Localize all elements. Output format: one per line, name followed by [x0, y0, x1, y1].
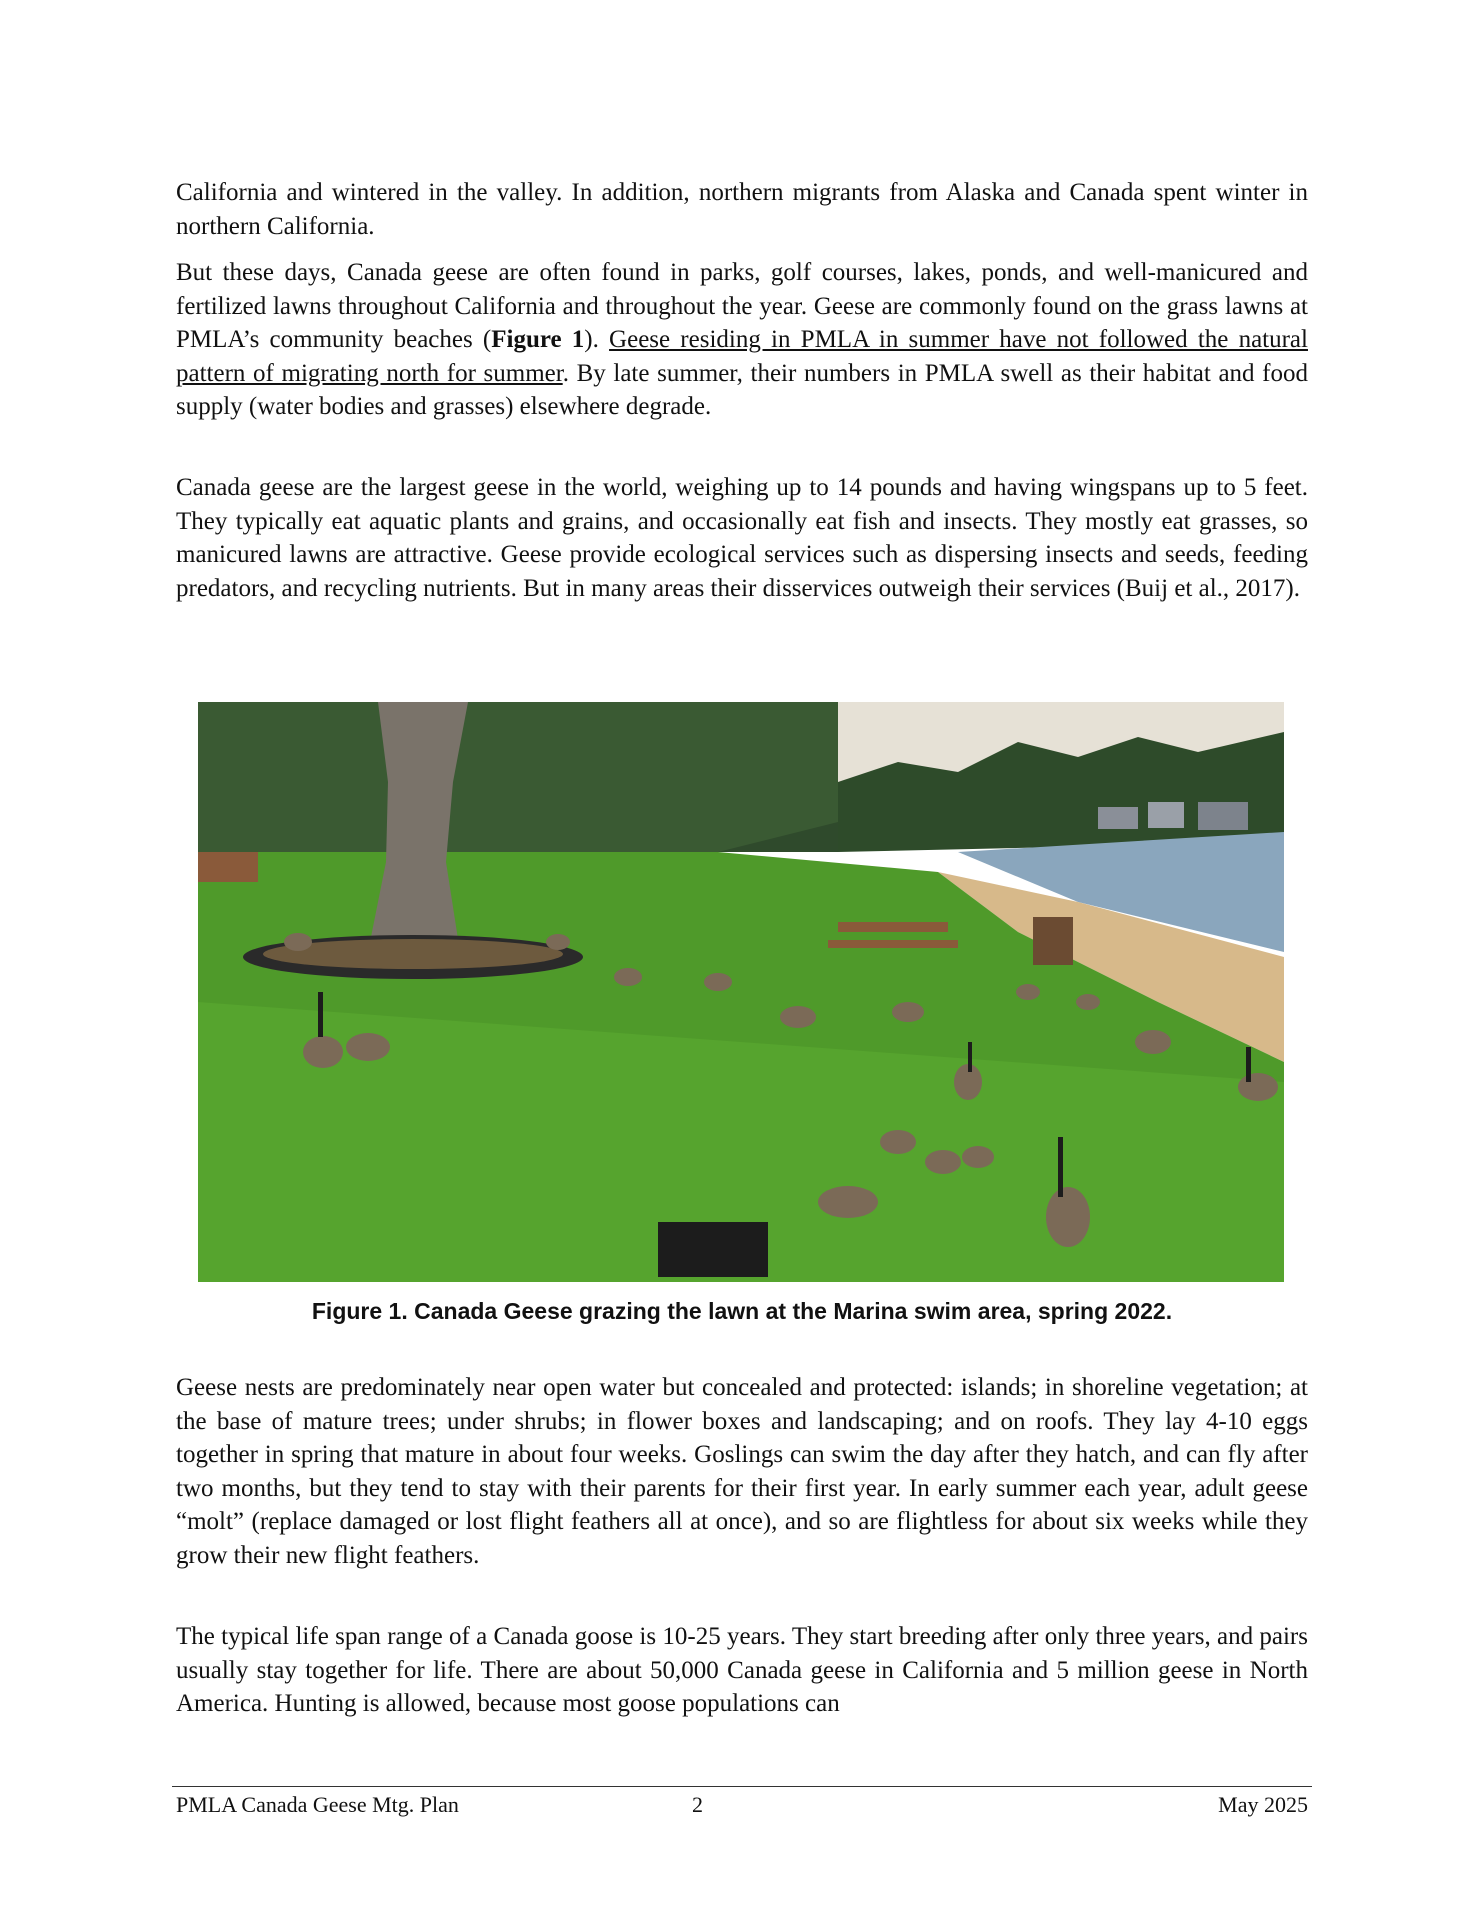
figure-caption: Figure 1. Canada Geese grazing the lawn at the Marina swim area, spring 2022. — [311, 1298, 1173, 1324]
paragraph-geese-facts: Canada geese are the largest geese in the world, weighing up to 14 pounds and having wingspans up to 5 feet. They typically eat aquatic plants and grains, and occasionally eat fish and insects. They mostly eat grasses, so manicured lawns are attractive. Geese provide ecological services such as dispersing insects and seeds, feeding predators, and recycling nutrients. But in many areas their disservices outweigh their services (Buij et al., 2017). — [176, 474, 1308, 602]
paragraph-nesting: Geese nests are predominately near open water but concealed and protected: islands; in shoreline vegetation; at the base of mature trees; under shrubs; in flower boxes and landscaping; and on roofs. They lay 4-10 eggs together in spring that mature in about four weeks. Goslings can swim the day after they hatch, and can fly after two months, but they tend to stay with their parents for their first year. In early summer each year, adult geese “molt” (replace damaged or lost flight feathers all at once), and so are flightless for about six weeks while they grow their new flight feathers. — [176, 1374, 1308, 1569]
footer-date: May 2025 — [1218, 1792, 1308, 1817]
figure-geese-photo — [198, 702, 1284, 1282]
paragraph-year-round-geese — [176, 256, 1308, 424]
figure-reference: Figure 1 — [491, 326, 585, 353]
footer-page-number: 2 — [692, 1792, 703, 1817]
p2-text-a: But these days, Canada geese are often found in parks, golf courses, lakes, ponds, and well-manicured and fertilized lawns throughout California and throughout the year. Geese are commonly found on the grass lawns at PMLA’s community beaches ( — [176, 259, 1308, 353]
footer-divider — [172, 1786, 1312, 1787]
photo-illustration — [198, 702, 1284, 1282]
underlined-statement: Geese residing in PMLA in summer have not followed the natural pattern of migrating north for summer — [176, 326, 1308, 387]
footer-document-title: PMLA Canada Geese Mtg. Plan — [176, 1792, 459, 1817]
paragraph-life-span: The typical life span range of a Canada goose is 10-25 years. They start breeding after only three years, and pairs usually stay together for life. There are about 50,000 Canada geese in California and 5 million geese in North America. Hunting is allowed, because most goose populations can — [176, 1623, 1308, 1717]
p2-text-b: ). — [584, 326, 610, 353]
p2-text-c: . By late summer, their numbers in PMLA swell as their habitat and food supply (water bodies and grasses) elsewhere degrade. — [176, 359, 1308, 420]
paragraph-migration: California and wintered in the valley. In addition, northern migrants from Alaska and Canada spent winter in northern California. — [176, 179, 1308, 240]
